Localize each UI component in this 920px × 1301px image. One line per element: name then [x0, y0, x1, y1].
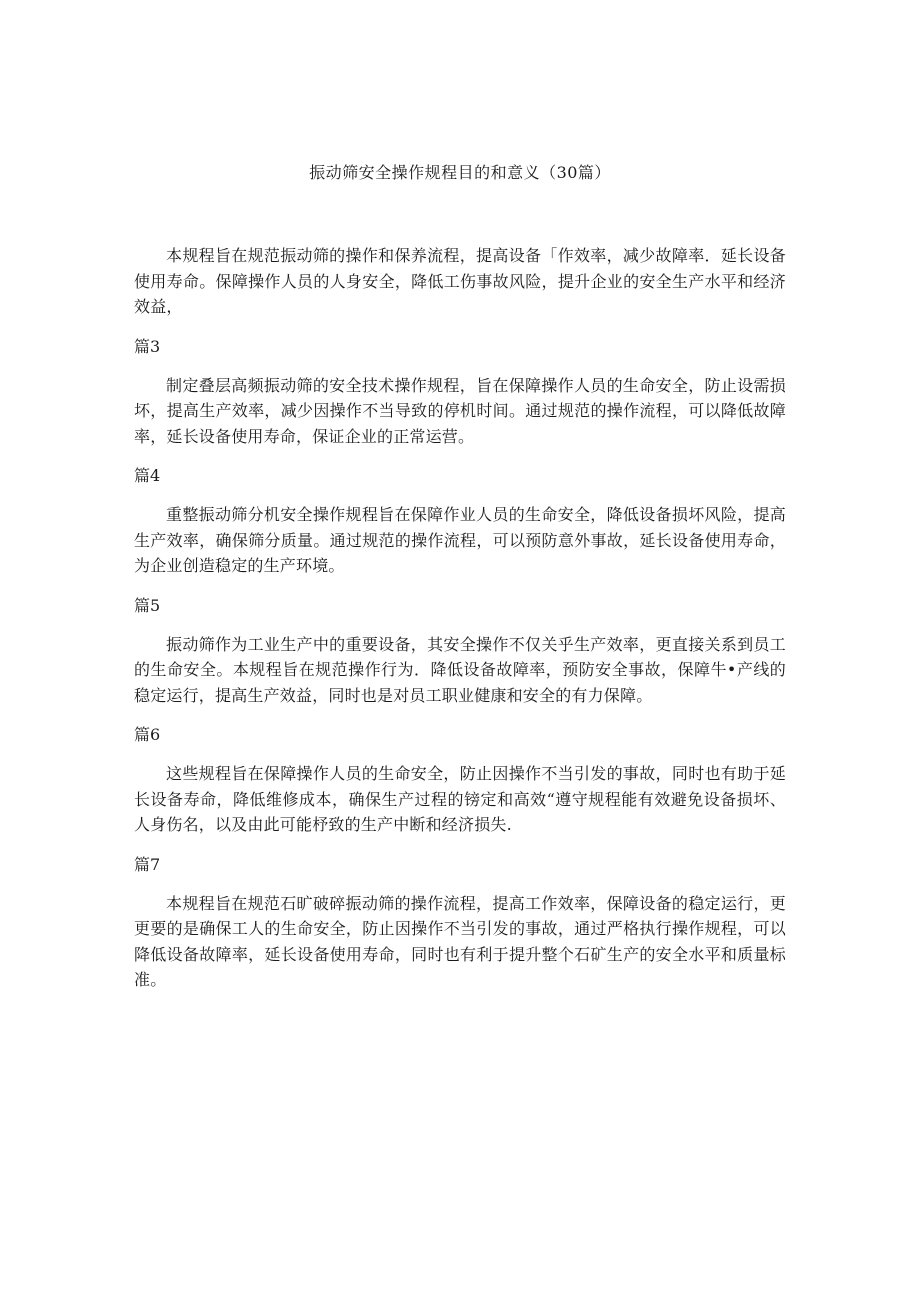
- section-heading-5: 篇5: [134, 595, 161, 615]
- section-heading-3: 篇3: [134, 336, 161, 356]
- section-paragraph-7: 本规程旨在规范石旷破碎振动筛的操作流程，提高工作效率，保障设备的稳定运行，更更要的是确保工人的生命安全，防止因操作不当引发的事故，通过严格执行操作规程，可以降低设备故障率，延长设备使用寿命，同时也有利于提升整个石矿生产的安全水平和质量标准。: [134, 893, 786, 989]
- section-heading-6: 篇6: [134, 725, 161, 744]
- document-body: [134, 243, 786, 1009]
- intro-paragraph: 本规程旨在规范振动筛的操作和保养流程，提高设备「作效率，减少故障率．延长设备使用寿命。保障操作人员的人身安全，降低工伤事故风险，提升企业的安全生产水平和经济效益，: [134, 246, 786, 316]
- section-paragraph-5: 振动筛作为工业生产中的重要设备，其安全操作不仅关乎生产效率，更直接关系到员工的生命安全。本规程旨在规范操作行为．降低设备故障率，预防安全事故，保障牛•产线的稳定运行，提高生产效益，同时也是对员工职业健康和安全的有力保障。: [134, 634, 786, 705]
- section-paragraph-3: 制定叠层高频振动筛的安全技术操作规程，旨在保障操作人员的生命安全，防止设需损坏，提高生产效率，减少因操作不当导致的停机时间。通过规范的操作流程，可以降低故障率，延长设备使用寿命，保证企业的正常运营。: [134, 375, 786, 446]
- document-title: 振动筛安全操作规程目的和意义（30篇）: [309, 163, 611, 182]
- section-heading-7: 篇7: [134, 854, 161, 874]
- section-paragraph-4: 重整振动筛分机安全操作规程旨在保障作业人员的生命安全，降低设备损坏风险，提高生产效率，确保筛分质量。通过规范的操作流程，可以预防意外事故，延长设备使用寿命，为企业创造稳定的生产环境。: [134, 505, 786, 575]
- section-paragraph-6: 这些规程旨在保障操作人员的生命安全，防止因操作不当引发的事故，同时也有助于延长设备寿命，降低维修成本，确保生产过程的镑定和高效“遵守规程能有效避免设备损坏、人身伤名，以及由此可能杼致的生产中断和经济损失.: [134, 764, 786, 834]
- section-heading-4: 篇4: [134, 466, 161, 485]
